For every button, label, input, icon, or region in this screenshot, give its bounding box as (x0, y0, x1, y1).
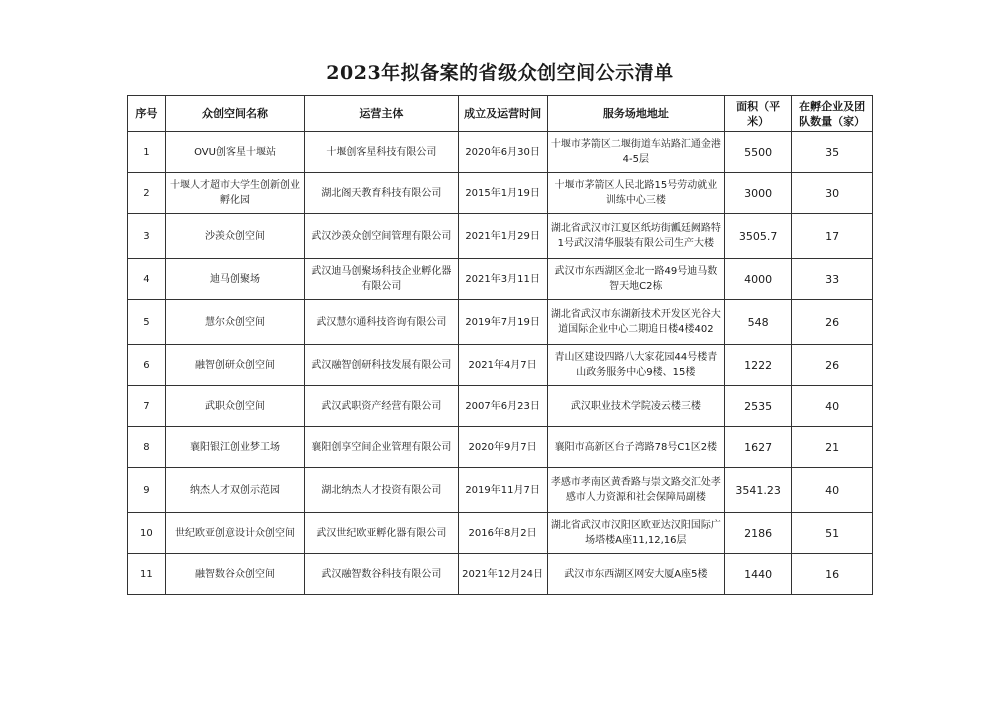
cell-address: 武汉职业技术学院凌云楼三楼 (547, 386, 724, 427)
cell-space-name: 融智数谷众创空间 (165, 554, 305, 595)
header-seq: 序号 (128, 96, 166, 132)
cell-area: 3541.23 (725, 468, 792, 513)
cell-seq: 3 (128, 214, 166, 259)
cell-operator: 武汉融智创研科技发展有限公司 (305, 345, 458, 386)
cell-established: 2007年6月23日 (458, 386, 547, 427)
cell-operator: 武汉世纪欧亚孵化器有限公司 (305, 513, 458, 554)
table-row (128, 345, 873, 386)
cell-address: 孝感市孝南区黄香路与崇文路交汇处孝感市人力资源和社会保障局副楼 (547, 468, 724, 513)
table-row (128, 427, 873, 468)
cell-count: 40 (792, 468, 873, 513)
table-body (128, 132, 873, 595)
cell-seq: 9 (128, 468, 166, 513)
cell-area: 5500 (725, 132, 792, 173)
cell-area: 2186 (725, 513, 792, 554)
cell-established: 2021年12月24日 (458, 554, 547, 595)
cell-established: 2021年3月11日 (458, 259, 547, 300)
cell-area: 1222 (725, 345, 792, 386)
cell-operator: 武汉融智数谷科技有限公司 (305, 554, 458, 595)
cell-count: 51 (792, 513, 873, 554)
cell-seq: 4 (128, 259, 166, 300)
header-name: 众创空间名称 (165, 96, 305, 132)
cell-address: 湖北省武汉市汉阳区欧亚达汉阳国际广场塔楼A座11,12,16层 (547, 513, 724, 554)
cell-operator: 十堰创客星科技有限公司 (305, 132, 458, 173)
cell-established: 2019年11月7日 (458, 468, 547, 513)
table-row (128, 554, 873, 595)
cell-operator: 武汉迪马创聚场科技企业孵化器有限公司 (305, 259, 458, 300)
cell-seq: 1 (128, 132, 166, 173)
cell-seq: 11 (128, 554, 166, 595)
header-area: 面积（平米） (725, 96, 792, 132)
cell-address: 襄阳市高新区台子湾路78号C1区2楼 (547, 427, 724, 468)
cell-operator: 襄阳创享空间企业管理有限公司 (305, 427, 458, 468)
cell-address: 湖北省武汉市江夏区纸坊街瓤廷阙路特1号武汉清华服装有限公司生产大楼 (547, 214, 724, 259)
cell-space-name: 迪马创聚场 (165, 259, 305, 300)
cell-space-name: 沙羡众创空间 (165, 214, 305, 259)
cell-seq: 10 (128, 513, 166, 554)
cell-established: 2016年8月2日 (458, 513, 547, 554)
table-row (128, 132, 873, 173)
cell-established: 2020年6月30日 (458, 132, 547, 173)
cell-address: 十堰市茅箭区二堰街道车站路汇通金港4-5层 (547, 132, 724, 173)
table-row (128, 513, 873, 554)
cell-address: 武汉市东西湖区网安大厦A座5楼 (547, 554, 724, 595)
cell-seq: 7 (128, 386, 166, 427)
cell-count: 26 (792, 345, 873, 386)
cell-established: 2021年4月7日 (458, 345, 547, 386)
cell-operator: 武汉武职资产经营有限公司 (305, 386, 458, 427)
cell-seq: 5 (128, 300, 166, 345)
header-established: 成立及运营时间 (458, 96, 547, 132)
cell-space-name: 襄阳银江创业梦工场 (165, 427, 305, 468)
cell-area: 1440 (725, 554, 792, 595)
cell-count: 26 (792, 300, 873, 345)
cell-area: 4000 (725, 259, 792, 300)
cell-area: 2535 (725, 386, 792, 427)
table-row (128, 468, 873, 513)
cell-established: 2020年9月7日 (458, 427, 547, 468)
cell-seq: 8 (128, 427, 166, 468)
table-row (128, 173, 873, 214)
cell-count: 17 (792, 214, 873, 259)
table-row (128, 386, 873, 427)
cell-established: 2021年1月29日 (458, 214, 547, 259)
table-header-row (128, 96, 873, 132)
cell-address: 武汉市东西湖区金北一路49号迪马数智天地C2栋 (547, 259, 724, 300)
cell-count: 33 (792, 259, 873, 300)
cell-count: 35 (792, 132, 873, 173)
cell-address: 青山区建设四路八大家花园44号楼青山政务服务中心9楼、15楼 (547, 345, 724, 386)
cell-area: 1627 (725, 427, 792, 468)
cell-count: 16 (792, 554, 873, 595)
maker-space-table (127, 95, 873, 595)
table-row (128, 259, 873, 300)
cell-area: 3000 (725, 173, 792, 214)
cell-count: 30 (792, 173, 873, 214)
cell-area: 3505.7 (725, 214, 792, 259)
cell-count: 21 (792, 427, 873, 468)
cell-seq: 2 (128, 173, 166, 214)
cell-space-name: 慧尔众创空间 (165, 300, 305, 345)
cell-established: 2015年1月19日 (458, 173, 547, 214)
cell-space-name: 融智创研众创空间 (165, 345, 305, 386)
cell-space-name: 世纪欧亚创意设计众创空间 (165, 513, 305, 554)
cell-space-name: 武职众创空间 (165, 386, 305, 427)
cell-count: 40 (792, 386, 873, 427)
header-operator: 运营主体 (305, 96, 458, 132)
cell-space-name: 纳杰人才双创示范园 (165, 468, 305, 513)
cell-seq: 6 (128, 345, 166, 386)
document-title: 2023年拟备案的省级众创空间公示清单 (326, 62, 674, 84)
cell-established: 2019年7月19日 (458, 300, 547, 345)
cell-area: 548 (725, 300, 792, 345)
table-row (128, 214, 873, 259)
cell-operator: 武汉沙羡众创空间管理有限公司 (305, 214, 458, 259)
cell-operator: 武汉慧尔通科技咨询有限公司 (305, 300, 458, 345)
cell-operator: 湖北纳杰人才投资有限公司 (305, 468, 458, 513)
table-row (128, 300, 873, 345)
cell-space-name: 十堰人才超市大学生创新创业孵化园 (165, 173, 305, 214)
cell-space-name: OVU创客星十堰站 (165, 132, 305, 173)
header-address: 服务场地地址 (547, 96, 724, 132)
cell-operator: 湖北阁天教育科技有限公司 (305, 173, 458, 214)
cell-address: 十堰市茅箭区人民北路15号劳动就业训练中心三楼 (547, 173, 724, 214)
header-count: 在孵企业及团队数量（家） (792, 96, 873, 132)
cell-address: 湖北省武汉市东湖新技术开发区光谷大道国际企业中心二期追日楼4楼402 (547, 300, 724, 345)
